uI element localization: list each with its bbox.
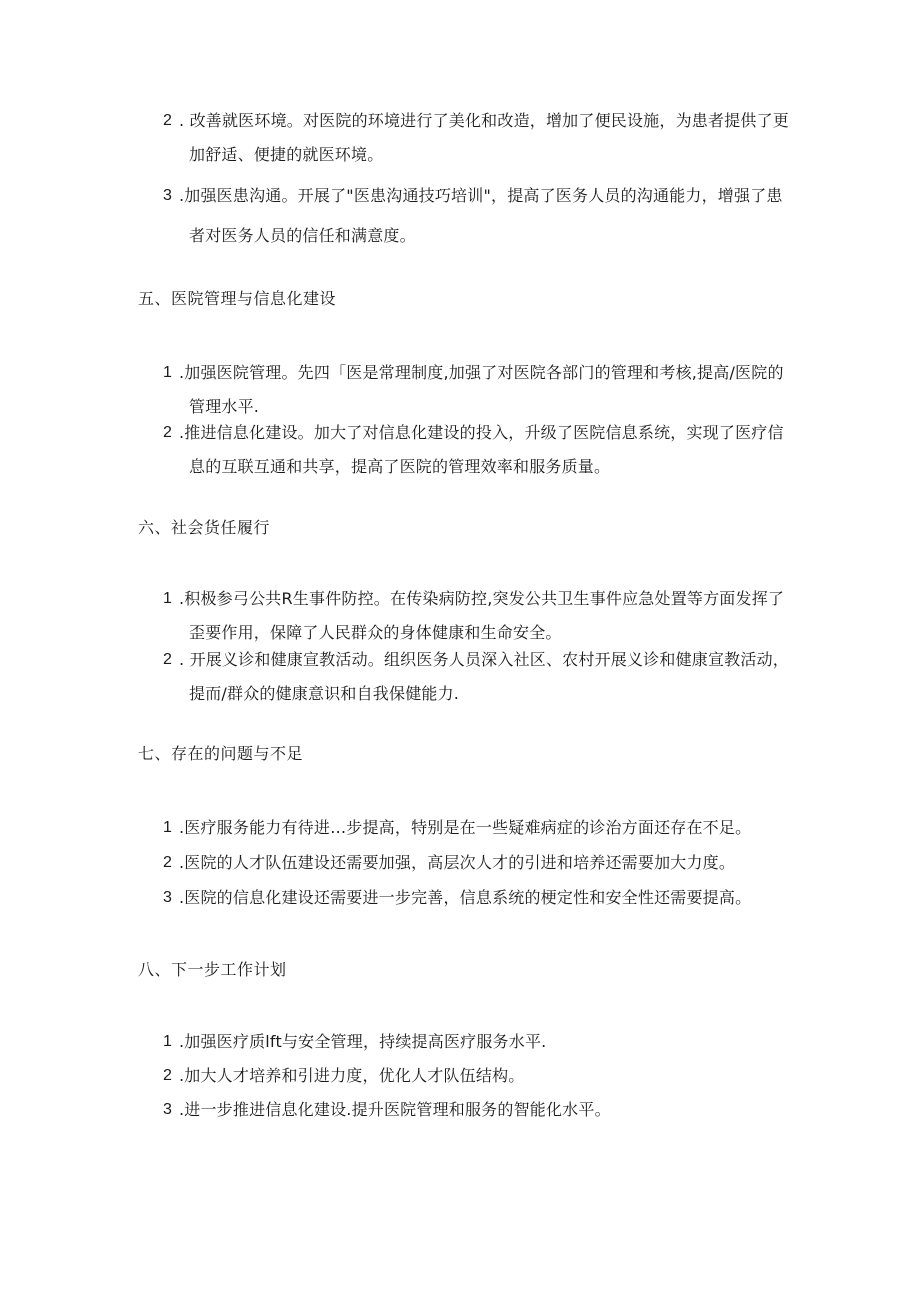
- list-item: [163, 1059, 793, 1093]
- list-item-number: 3: [163, 187, 172, 204]
- section-heading: 五、医院管理与信息化建设: [138, 289, 337, 308]
- list-item: [163, 1025, 793, 1059]
- list-item-number: 1: [163, 819, 172, 836]
- list-item-text: .加大人才培养和引进力度，优化人才队伍结构。: [179, 1066, 525, 1085]
- list-item-text: .加强医院管理。先四「医是常理制度,加强了对医院各部门的管理和考核,提高/医院的管理水平.: [179, 363, 784, 416]
- list-item-text: . 改善就医环境。对医院的环境进行了美化和改造，增加了便民设施，为患者提供了更加舒适、便捷的就医环境。: [179, 111, 789, 164]
- list-item-text: .医院的人才队伍建设还需要加强，高层次人才的引进和培养还需要加大力度。: [179, 853, 736, 872]
- list-item-number: 2: [163, 854, 172, 871]
- list-item-text: . 开展义诊和健康宣教活动。组织医务人员深入社区、农村开展义诊和健康宣教活动，提而/群众的健康意识和自我保健能力.: [179, 650, 789, 703]
- list-item-number: 1: [163, 590, 172, 607]
- list-item-text: .积极参弓公共R生事件防控。在传染病防控,突发公共卫生事件应急处置等方面发挥了歪要作用，保障了人民群众的身体健康和生命安全。: [179, 589, 785, 642]
- list-item-number: 1: [163, 1033, 172, 1050]
- list-item: [163, 1093, 793, 1127]
- list-item: [163, 356, 793, 424]
- section-heading: 六、社会货任履行: [138, 518, 271, 537]
- list-item-text: .医疗服务能力有待进…步提高，特别是在一些疑难病症的诊治方面还存在不足。: [179, 818, 752, 837]
- list-item: [163, 881, 793, 915]
- list-item-number: 3: [163, 889, 172, 906]
- list-item: [163, 582, 793, 650]
- list-item: [163, 416, 793, 484]
- list-item-number: 2: [163, 112, 172, 129]
- list-item-number: 3: [163, 1101, 172, 1118]
- list-item-text: .进一步推进信息化建设.提升医院管理和服务的智能化水平。: [179, 1100, 611, 1119]
- list-item-text: .医院的信息化建设还需要进一步完善，信息系统的梗定性和安全性还需要提高。: [179, 888, 752, 907]
- list-item-number: 2: [163, 651, 172, 668]
- list-item-text: .推进信息化建设。加大了对信息化建设的投入，升级了医院信息系统，实现了医疗信息的互联互通和共享，提高了医院的管理效率和服务质量。: [179, 423, 784, 476]
- list-item: [163, 176, 793, 256]
- section-heading: 七、存在的问题与不足: [138, 744, 304, 763]
- list-item-number: 1: [163, 364, 172, 381]
- list-item: [163, 104, 793, 172]
- list-item: [163, 846, 793, 880]
- list-item: [163, 811, 793, 845]
- list-item: [163, 643, 793, 711]
- list-item-text: .加强医患沟通。开展了"医患沟通技巧培训"，提高了医务人员的沟通能力，增强了患者对医务人员的信任和满意度。: [179, 186, 783, 245]
- list-item-number: 2: [163, 1067, 172, 1084]
- list-item-number: 2: [163, 424, 172, 441]
- section-heading: 八、下一步工作计划: [138, 960, 287, 979]
- list-item-text: .加强医疗质lft与安全管理，持续提高医疗服务水平.: [179, 1032, 547, 1051]
